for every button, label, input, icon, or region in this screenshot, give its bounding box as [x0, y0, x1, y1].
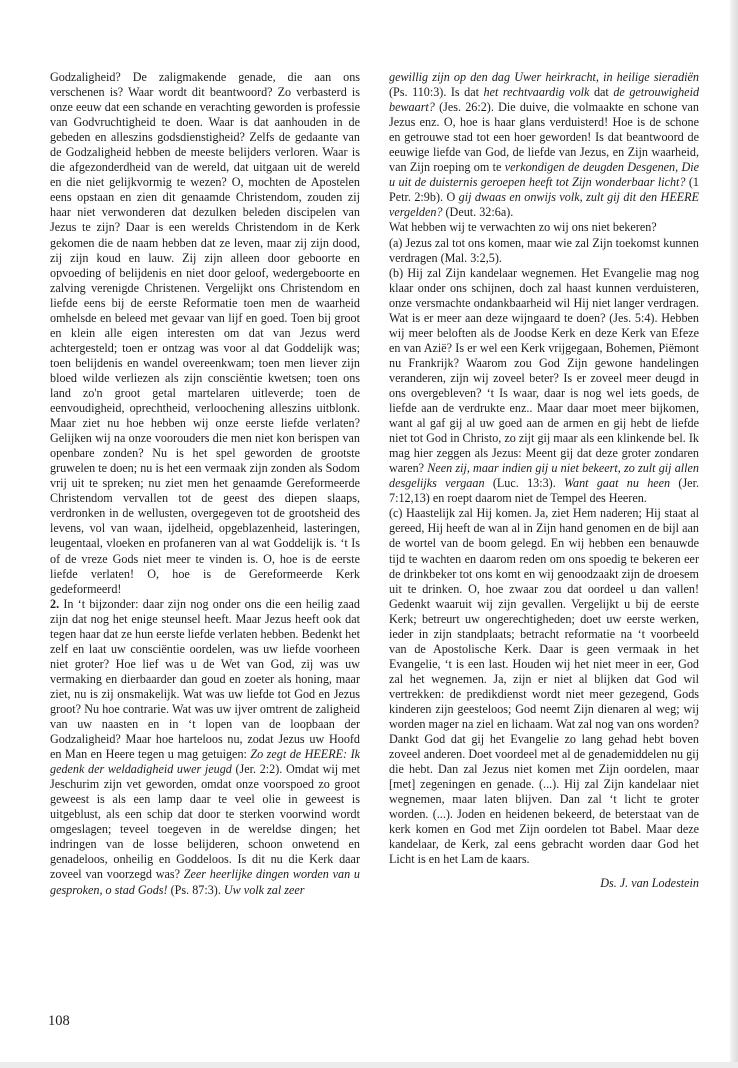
question-paragraph: Wat hebben wij te verwachten zo wij ons niet bekeren? [389, 220, 657, 235]
author-signature: Ds. J. van Lodestein [600, 876, 699, 891]
scripture-quote: Uw volk zal zeer [223, 882, 305, 897]
point-number: 2. [50, 596, 60, 611]
right-column [389, 70, 699, 892]
scripture-quote: Zo zegt de HEERE: Ik gedenk der weldadigheid uwer jeugd [50, 747, 361, 777]
point-a: (a) Jezus zal tot ons komen, maar wie zal Zijn toekomst kunnen verdragen (Mal. 3:2,5). [389, 235, 699, 265]
page-bottom-edge [0, 1062, 738, 1068]
scripture-quote: Zeer heerlijke dingen worden van u gesproken, o stad Gods! [50, 867, 360, 897]
paragraph-2: 2. In ‘t bijzonder: daar zijn nog onder ons die een heilig zaad zijn dat nog het enige steunsel heeft. Maar Jezus heeft ook dat tegen haar dat ze hun eerste liefde verlaten hebben. Bedenkt het zelf en laat uw consciëntie oordelen, was uw liefde voorheen niet groter? Hoe lief was u de Wet van God, zij was uw vermaking en dierbaarder dan goud en zoeter als honing, maar ziet, nu is zij onsmakelijk. Wat was uw liefde tot God en Jezus groot? Nu hoe contrarie. Wat was uw ijver omtrent de zaligheid van uw naasten en in ‘t lopen van de loopbaan der Godzaligheid? Maar hoe harteloos nu, zodat Jezus uw Hoofd en Man en Heere tegen u mag getuigen: Zo zegt de HEERE: Ik gedenk der weldadigheid uwer jeugd (Jer. 2:2). Omdat wij met Jeschurim zijn vet geworden, omdat onze voorspoed zo groot geweest is als een lamp daar te veel olie in geweest is uitgeblust, als een schip dat door te sterken voorwind wordt omgeslagen; teveel toegeven in de wereldse dingen; het indringen van de losse belijderen, schoon onwetend en genadeloos, onheilig en Goddeloos. Is dit nu die Kerk daar zoveel van voorzegd was? Zeer heerlijke dingen worden van u gesproken, o stad Gods! (Ps. 87:3). Uw volk zal zeer [50, 596, 361, 897]
paragraph-1: Godzaligheid? De zaligmakende genade, die aan ons verschenen is? Waar wordt dit beantwoord? Zo verbasterd is onze eeuw dat een schande en verachting geworden is professie van Godvruchtigheid te doen. Waar is dat aanhouden in de gebeden en alleszins godsdienstigheid? Zelfs de gedaante van de Godzaligheid hebben de meeste belijders verloren. Waar is die afgezonderdheid van de wereld, dat uitgaan uit de wereld en die niet gelijkvormig te wezen? O, mochten de Apostelen eens opstaan en zien dit genaamde Christendom, zouden zij haar niet verwonderen dat dezulken beleden discipelen van Jezus te zijn? Daar is een werelds Christendom in de Kerk gekomen die de naam hebben dat ze leven, maar zij zijn dood, zij zijn koud en lauw. Zij zijn alleen door geboorte en opvoeding of belijdenis en niet door geloof, wedergeboorte en zalving verenigde Christenen. Vergelijkt ons Christendom en liefde eens bij de eerste Reformatie toen men de waarheid omhelsde en beleed met gevaar van lijf en goed. Toen bij groot en klein alle eigen interesten om dat van Jezus werd achtergesteld; toen er ontzag was voor al dat Goddelijk was; toen belijdenis en wandel overeenkwam; toen men liever zijn bloed wilde verliezen als zijn consciëntie kwetsen; toen ons land zo'n groot getal martelaren uitleverde; toen de eenvoudigheid, oprechtheid, verloochening alleszins uitblonk. Maar ziet nu hoe hebben wij onze eerste liefde verlaten? Gelijken wij na onze voorouders die men niet kon berispen van openbare zonden? Nu is het spel geworden de grootste gruwelen te doen; nu is het een vermaak zijn zonden als Sodom vrij uit te spreken; nu ziet men het genaamde Gereformeerde Christendom vervallen tot de geest des diepen slaaps, verdronken in de wellusten, overgegeven tot de grootsheid des levens, vol van waan, ijdelheid, opgeblazenheid, lasteringen, leugentaal, vloeken en profaneren van al wat Goddelijk is. ‘t Is of de vreze Gods niet meer te vinden is. O, hoe is de eerste liefde verlaten! O, hoe is de Gereformeerde Kerk gedeformeerd! [50, 70, 360, 596]
page-number: 108 [48, 1013, 70, 1029]
page-edge-shadow [730, 0, 738, 1068]
left-column [50, 70, 360, 898]
paragraph-continued: gewillig zijn op den dag Uwer heirkracht, in heilige sieradiën (Ps. 110:3). Is dat het rechtvaardig volk dat de getrouwigheid bewaart? (Jes. 26:2). Die duive, die volmaakte en schone van Jezus enz. O, hoe is haar glans verduisterd! Hoe is de schone en getrouwe stad tot een hoer geworden! Is dat beantwoord de eeuwige liefde van God, de liefde van Jezus, en Zijn waarheid, van Zijn roeping om te verkondigen de deugden Desgenen, Die u uit de duisternis geroepen heeft tot Zijn wonderbaar licht? (1 Petr. 2:9b). O gij dwaas en onwijs volk, zult gij dit den HEERE vergelden? (Deut. 32:6a). [389, 70, 700, 220]
point-c: (c) Haastelijk zal Hij komen. Ja, ziet Hem naderen; Hij staat al gereed, Hij heeft de wan al in Zijn hand genomen en de bijl aan de wortel van de boom gelegd. En wij hebben een benauwde tijd te wachten en daarom reden om ons spoedig te bekeren eer de drinkbeker tot ons komt en wij genoodzaakt zijn de droesem uit te drinken. O, hoe zwaar zou dat oordeel u dan vallen! Gedenkt waaruit wij zijn gevallen. Vergelijkt u bij de eerste Kerk; betreurt uw ongerechtigheden; doet uw eerste werken, ieder in zijn standplaats; betracht reformatie na ‘t voorbeeld van de Apostolische Kerk. Daar is geen vermaak in het Evangelie, ‘t is een last. Houden wij het niet meer in eer, God zal het wegnemen. Ja, zijn er niet al blijken dat God wil vertrekken: de predikdienst wordt niet meer gezegend, Gods kinderen zijn geesteloos; God neemt Zijn dienaren al weg; wij worden mager na ziel en lichaam. Wat zal nog van ons worden? Dankt God dat gij het Evangelie zo lang gehad hebt boven zoveel anderen. Doet voordeel met al de genademiddelen nu gij die hebt. Dan zal Jezus niet komen met Zijn oordelen, maar [met] zegeningen en genade. (...). Hij zal Zijn kandelaar niet wegnemen, maar laten blijven. Dan zal ‘t licht te groter worden. (...). Joden en heidenen bekeerd, de beterstaat van de kerk komen en God met Zijn oordelen tot Babel. Maar deze kandelaar, de Kerk, zal eens gebracht worden daar God het Licht is en het Lam de kaars. [389, 506, 699, 867]
point-b: (b) Hij zal Zijn kandelaar wegnemen. Het Evangelie mag nog klaar onder ons schijnen, doch zal haast kunnen verduisteren, onze versmachte ondankbaarheid wil Hij niet langer verdragen. Wat is er meer aan deze wijngaard te doen? (Jes. 5:4). Hebben wij meer beloften als de Joodse Kerk en deze Kerk van Efeze en van Azië? Is er wel een Kerk vrijgegaan, Bohemen, Piëmont nu Frankrijk? Waarom zou God Zijn gewone handelingen veranderen, zijn wij zoveel beter? Is er zoveel meer deugd in ons overgebleven? ‘t Is waar, daar is nog wel iets goeds, de liefde aan de verdrukte enz.. Maar daar moet meer bijkomen, want al gaf gij al uw goed aan de armen en gij hebt de liefde niet tot God in Christo, zo zijt gij maar als een klinkende bel. Ik mag hier zeggen als Jezus: Meent gij dat deze groter zondaren waren? Neen zij, maar indien gij u niet bekeert, zo zult gij allen desgelijks vergaan (Luc. 13:3). Want gaat nu heen (Jer. 7:12,13) en roept daarom niet de Tempel des Heeren. [389, 265, 699, 506]
